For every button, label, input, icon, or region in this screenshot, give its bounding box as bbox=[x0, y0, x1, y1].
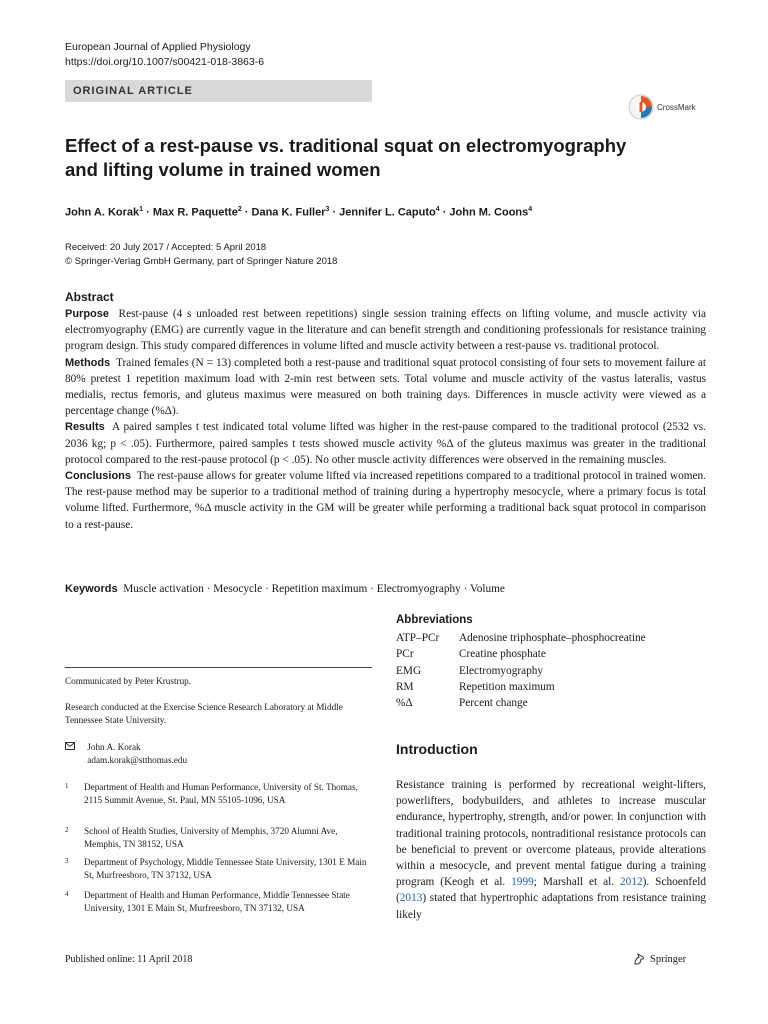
author-list: John A. Korak$^1$ · Max R. Paquette$^2$ · Dana K. Fuller$^3$ · Jennifer L. Caputo$^4$ · John M. Coons$^4$ bbox=[65, 206, 533, 219]
journal-name: European Journal of Applied Physiology bbox=[65, 41, 251, 53]
abstract-heading: Abstract bbox=[65, 290, 114, 304]
author-name[interactable]: John M. Coons bbox=[449, 206, 529, 219]
affiliation-4 bbox=[65, 889, 372, 914]
author-name[interactable]: Max R. Paquette bbox=[152, 206, 238, 219]
abbreviation-definition: Creatine phosphate bbox=[459, 648, 546, 661]
abbreviation-definition: Percent change bbox=[459, 697, 528, 710]
abbreviation-definition: Repetition maximum bbox=[459, 680, 555, 693]
intro-text: ) stated that hypertrophic adaptations from resistance training likely bbox=[396, 892, 706, 921]
corresponding-author-name: John A. Korak bbox=[87, 742, 141, 752]
springer-horse-icon bbox=[632, 952, 646, 966]
article-type-banner: ORIGINAL ARTICLE bbox=[65, 80, 372, 102]
abbreviation: RM bbox=[396, 680, 414, 693]
affiliation-2 bbox=[65, 825, 372, 850]
envelope-icon bbox=[65, 741, 77, 754]
intro-text: ; Marshall et al. bbox=[533, 876, 621, 889]
author-name[interactable]: Jennifer L. Caputo bbox=[339, 206, 436, 219]
author-affiliation-number: 1 bbox=[139, 206, 144, 213]
purpose-text: Rest-pause (4 s unloaded rest between repetitions) single session training effects on lifting volume, and muscle activity via electromyography (EMG) are currently vague in the literature and can benefit strength and conditioning professionals for resistance training program design. This study compared differences in volume lifted and muscle activity between a rest-pause vs. traditional protocol. bbox=[65, 308, 706, 353]
article-dates bbox=[65, 241, 337, 269]
journal-header bbox=[65, 40, 264, 70]
abbreviation: ATP–PCr bbox=[396, 632, 440, 644]
affiliation-text: Department of Health and Human Performance, Middle Tennessee State University, 1301 E Main St, Murfreesboro, TN 37132, USA bbox=[84, 890, 350, 913]
publisher-logo bbox=[632, 952, 686, 966]
crossmark-label: CrossMark bbox=[657, 102, 696, 112]
abbreviation-definition: Electromyography bbox=[459, 664, 544, 677]
abstract-body bbox=[65, 306, 706, 533]
abbreviation: %Δ bbox=[396, 697, 413, 710]
title-line-1: Effect of a rest-pause vs. traditional squat on electromyography bbox=[65, 135, 627, 156]
abstract-methods bbox=[65, 355, 706, 420]
citation-link[interactable]: 2012 bbox=[620, 876, 643, 889]
author-affiliation-number: 4 bbox=[528, 206, 533, 213]
copyright-line: © Springer-Verlag GmbH Germany, part of Springer Nature 2018 bbox=[65, 256, 338, 267]
abstract-results bbox=[65, 419, 706, 468]
intro-text: ). Schoenfeld ( bbox=[396, 876, 706, 905]
author-affiliation-number: 2 bbox=[237, 206, 242, 213]
abbreviation: EMG bbox=[396, 664, 422, 677]
citation-link[interactable]: 2013 bbox=[399, 892, 423, 905]
purpose-label: Purpose bbox=[65, 308, 110, 320]
author-affiliation-number: 3 bbox=[325, 206, 330, 213]
crossmark-badge[interactable] bbox=[628, 92, 708, 122]
communicated-by: Communicated by Peter Krustrup. bbox=[65, 676, 192, 686]
conclusions-text: The rest-pause allows for greater volume lifted via increased repetitions compared to a traditional protocol in trained women. The rest-pause method may be superior to a traditional method of training during a hypertrophy mesocycle, where a primary focus is total volume lifted. Furthermore, %Δ muscle activity in the GM will be greater while performing a traditional back squat protocol in comparison to a rest-pause. bbox=[65, 470, 706, 531]
keywords bbox=[65, 581, 706, 597]
abbreviation: PCr bbox=[396, 648, 414, 661]
abbreviations-heading: Abbreviations bbox=[396, 614, 473, 626]
abstract-purpose bbox=[65, 306, 706, 355]
corresponding-author-details bbox=[87, 741, 187, 767]
intro-text: Resistance training is performed by recreational weight-lifters, powerlifters, bodybuilders, and athletes to increase muscular endurance, hypertrophy, strength, and/or power. In conjunction with traditional training protocols, nontraditional resistance protocols can be beneficial to prevent or overcome plateaus, provide alterations within a mesocycle, and prevent mental fatigue during a training program (Keogh et al. bbox=[396, 779, 706, 889]
article-title bbox=[65, 134, 705, 182]
corresponding-author bbox=[65, 741, 372, 767]
affiliation-3 bbox=[65, 856, 372, 881]
doi-link[interactable]: https://doi.org/10.1007/s00421-018-3863-6 bbox=[65, 56, 265, 68]
results-label: Results bbox=[65, 421, 105, 434]
corresponding-author-email[interactable]: adam.korak@stthomas.edu bbox=[87, 755, 188, 765]
keywords-label: Keywords bbox=[65, 583, 118, 595]
title-line-2: and lifting volume in trained women bbox=[65, 159, 381, 180]
received-accepted: Received: 20 July 2017 / Accepted: 5 April 2018 bbox=[65, 242, 267, 253]
keywords-text: Muscle activation · Mesocycle · Repetition maximum · Electromyography · Volume bbox=[123, 583, 505, 595]
abbreviations-table bbox=[396, 630, 646, 711]
affiliation-text: School of Health Studies, University of Memphis, 3720 Alumni Ave, Memphis, TN 38152, USA bbox=[84, 826, 338, 849]
abstract-conclusions bbox=[65, 468, 706, 533]
abbreviation-row bbox=[396, 663, 646, 679]
introduction-heading: Introduction bbox=[396, 741, 478, 757]
citation-link[interactable]: 1999 bbox=[511, 876, 534, 889]
abbreviation-definition: Adenosine triphosphate–phosphocreatine bbox=[459, 632, 646, 644]
author-name[interactable]: Dana K. Fuller bbox=[251, 206, 326, 219]
methods-label: Methods bbox=[65, 356, 111, 369]
affiliation-1 bbox=[65, 781, 372, 806]
publisher-name: Springer bbox=[650, 953, 687, 965]
methods-text: Trained females (N = 13) completed both a rest-pause and traditional squat protocol consisting of four sets to movement failure at 80% pretest 1 repetition maximum load with 2-min rest between sets. Total volume and muscle activity of the vastus lateralis, vastus medialis, rectus femoris, and gluteus maximus were measured on both training days. Differences in muscle activity were viewed as a percentage change (%Δ). bbox=[65, 356, 706, 418]
affiliation-number: 2 bbox=[65, 826, 69, 834]
author-affiliation-number: 4 bbox=[435, 206, 440, 213]
affiliation-text: Department of Psychology, Middle Tennessee State University, 1301 E Main St, Murfreesboro, TN 37132, USA bbox=[84, 857, 367, 880]
footnote-divider bbox=[65, 667, 372, 668]
results-text: A paired samples t test indicated total volume lifted was higher in the rest-pause compared to the traditional protocol (2532 vs. 2036 kg; p < .05). Furthermore, paired samples t tests showed muscle activity %Δ of the gluteus maximus was greater in the traditional protocol compared to the rest-pause protocol (p < .05). No other muscle activity differences were observed in the remaining muscles. bbox=[65, 421, 706, 466]
abbreviation-row bbox=[396, 630, 646, 646]
published-online: Published online: 11 April 2018 bbox=[65, 954, 193, 965]
conclusions-label: Conclusions bbox=[65, 470, 132, 483]
affiliation-number: 1 bbox=[65, 782, 69, 790]
affiliation-text: Department of Health and Human Performance, University of St. Thomas, 2115 Summit Avenue, St. Paul, MN 55105-1096, USA bbox=[84, 782, 358, 805]
affiliation-number: 3 bbox=[65, 857, 69, 865]
abbreviation-row bbox=[396, 646, 646, 662]
abbreviation-row bbox=[396, 679, 646, 695]
abbreviation-row bbox=[396, 695, 646, 711]
crossmark-icon bbox=[628, 94, 654, 120]
author-name[interactable]: John A. Korak bbox=[65, 206, 140, 219]
affiliation-number: 4 bbox=[65, 890, 69, 898]
research-location-note: Research conducted at the Exercise Science Research Laboratory at Middle Tennessee State University. bbox=[65, 702, 343, 725]
introduction-paragraph bbox=[396, 777, 706, 923]
